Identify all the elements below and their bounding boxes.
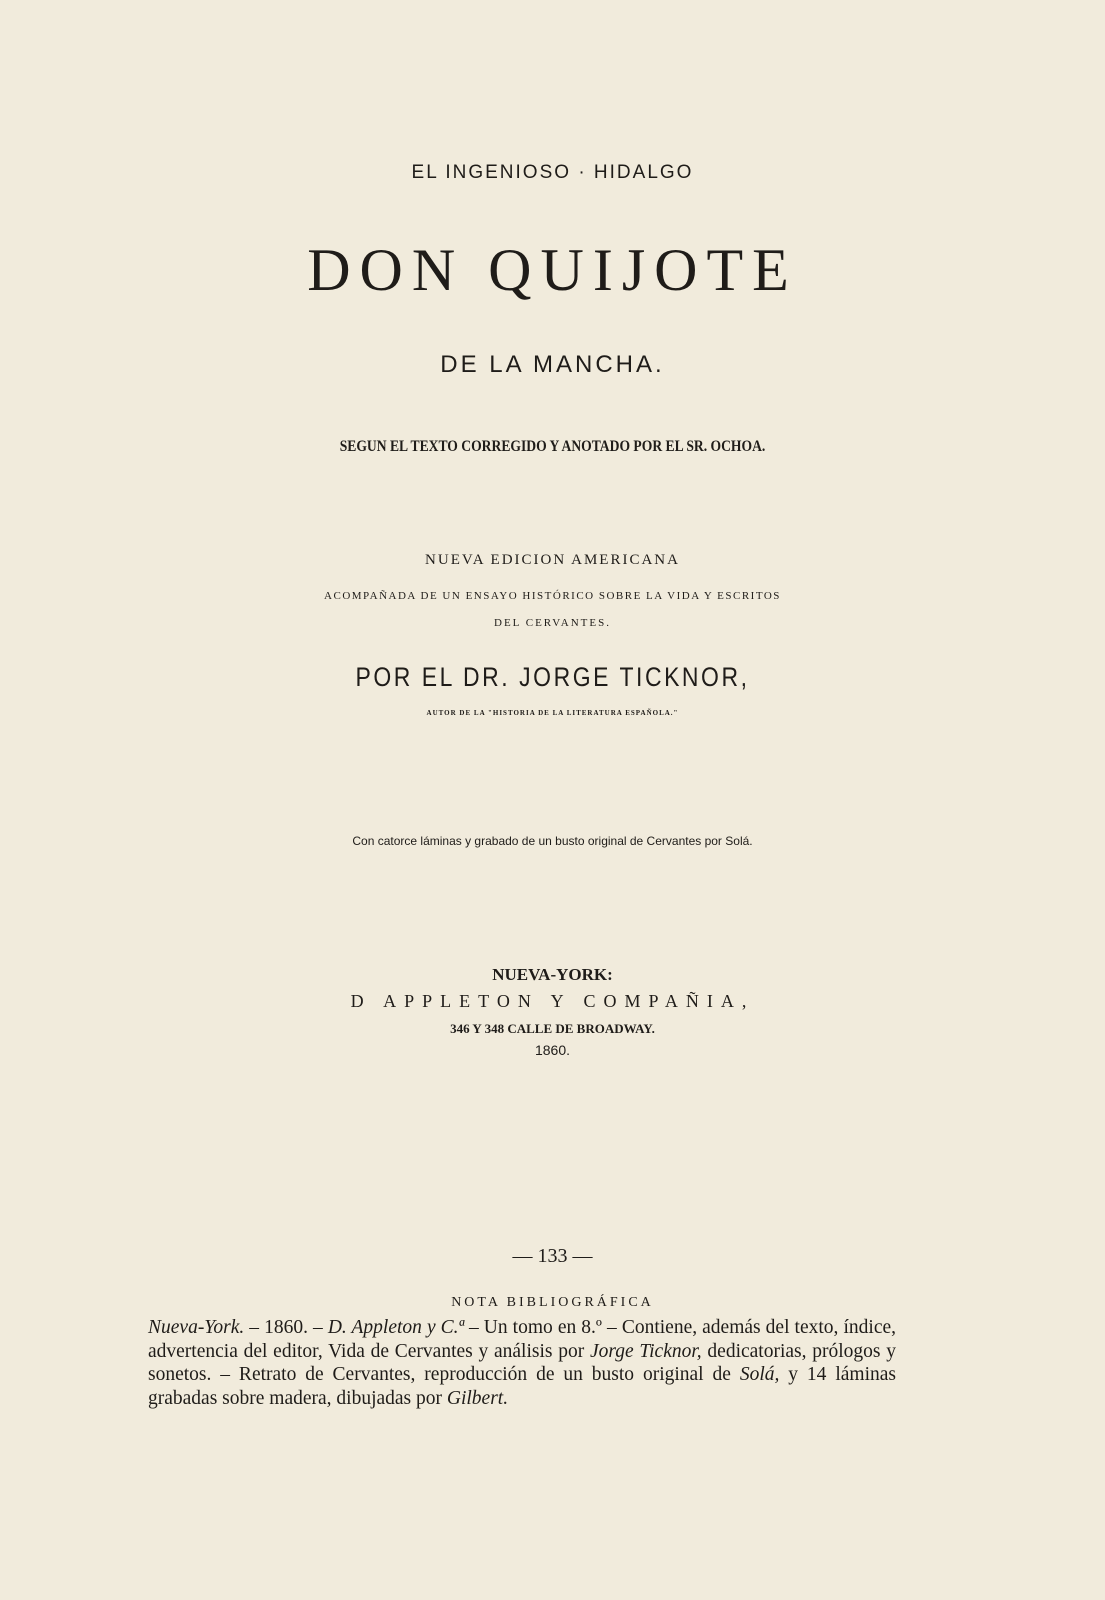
address-line: 346 Y 348 CALLE DE BROADWAY. [450,1021,655,1036]
title-line-4: SEGUN EL TEXTO CORREGIDO Y ANOTADO POR EL SR. OCHOA. [339,438,766,455]
city-line: NUEVA-YORK: [492,965,613,984]
note-author: Jorge Ticknor, [589,1340,702,1362]
main-title: DON QUIJOTE [307,237,798,303]
note-place: Nueva-York. [148,1317,245,1338]
note-sculptor: Solá, [739,1364,780,1385]
author-line: POR EL DR. JORGE TICKNOR, [355,662,750,692]
title-line-3: DE LA MANCHA. [440,351,665,378]
edition-line: NUEVA EDICION AMERICANA [425,552,680,568]
title-line-1: EL INGENIOSO · HIDALGO [411,162,694,183]
note-heading: NOTA BIBLIOGRÁFICA [451,1295,654,1310]
note-text-1: – Un tomo en 8.º – Contiene, además del texto, índice, advertencia del editor, Vida de Cervantes y análisis por [148,1317,896,1362]
note-date: – 1860. – [244,1317,328,1338]
page-number: — 133 — [512,1245,593,1267]
accompanied-line: ACOMPAÑADA DE UN ENSAYO HISTÓRICO SOBRE LA VIDA Y ESCRITOS [324,590,781,602]
note-text-3: y 14 láminas grabadas sobre madera, dibujadas por [148,1364,896,1409]
note-body [148,1316,896,1410]
illustrations-line: Con catorce láminas y grabado de un busto original de Cervantes por Solá. [352,834,753,848]
year-line: 1860. [534,1042,571,1058]
publisher-line: D APPLETON Y COMPAÑIA, [350,991,755,1011]
author-note: AUTOR DE LA "HISTORIA DE LA LITERATURA ESPAÑOLA." [426,709,679,717]
accompanied-line-2: DEL CERVANTES. [494,617,611,629]
note-publisher: D. Appleton y C.ª [327,1317,464,1338]
note-text-2: dedicatorias, prólogos y sonetos. – Retrato de Cervantes, reproducción de un busto original de [148,1340,896,1385]
note-illustrator: Gilbert. [446,1387,509,1409]
